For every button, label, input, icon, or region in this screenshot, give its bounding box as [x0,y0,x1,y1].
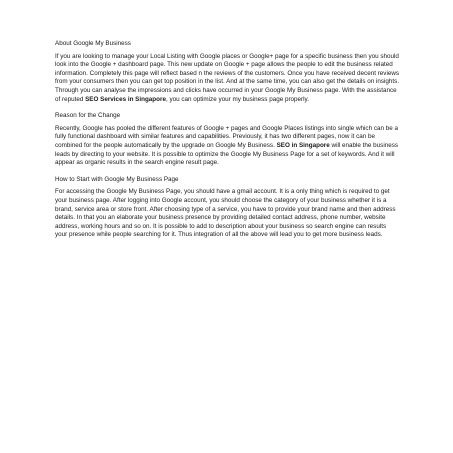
section-heading-reason: Reason for the Change [55,112,121,120]
paragraph-text: For accessing the Google My Business Page, you should have a gmail account. It is a only thing which is required to get your business page. After logging into Google account, you should choose the category of your business whether it is a brand, service area or store front. After choosing type of a service, you have to provide your brand name and then address details. In that you an elaborate your business presence by providing detailed contact address, phone number, website address, working hours and so on. It is possible to add to description about your business so search engine can results your presence while people searching for it. Thus integration of all the above will lead you to get more business leads. [55,188,396,239]
paragraph-text: If you are looking to manage your Local Listing with Google places or Google+ page for a specific business then you should look into the Google + dashboard page. This new update on Google + page allows the people to edit the business related information. Completely this page will reflect based n the reviews of the customers. Once you have received decent reviews from your consumers then you can get top position in the list. And at the same time, you can also get the details on insights. Through you can analyse the impressions and clicks have occurred in your Google My Business page. With the assistance of reputed [55,52,400,103]
document-body [55,40,400,248]
section-heading-how-to-start: How to Start with Google My Business Page [55,175,179,183]
paragraph-text: Recently, Google has pooled the different features of Google + pages and Google Places listings into single which can be a fully functional dashboard with similar features and capabilities. Previously, it has two different pages, now it can be combined for the people automatically by the upgrade on Google My Business. [55,124,398,149]
section-paragraph-reason [55,125,400,168]
section-heading-about: About Google My Business [55,40,131,47]
section-paragraph-about [55,53,400,105]
paragraph-text: , you can optimize your my business page properly. [165,95,309,103]
section-paragraph-how-to-start [55,188,400,240]
paragraph-text: will enable the business leads by directing to your website. It is possible to optimize the Google My Business Page for a set of keywords. And it will appear as organic results in the search engine result page. [55,141,399,167]
bold-keyword-seo-services: SEO Services in Singapore [85,95,166,103]
bold-keyword-seo-singapore: SEO in Singapore [276,141,330,149]
